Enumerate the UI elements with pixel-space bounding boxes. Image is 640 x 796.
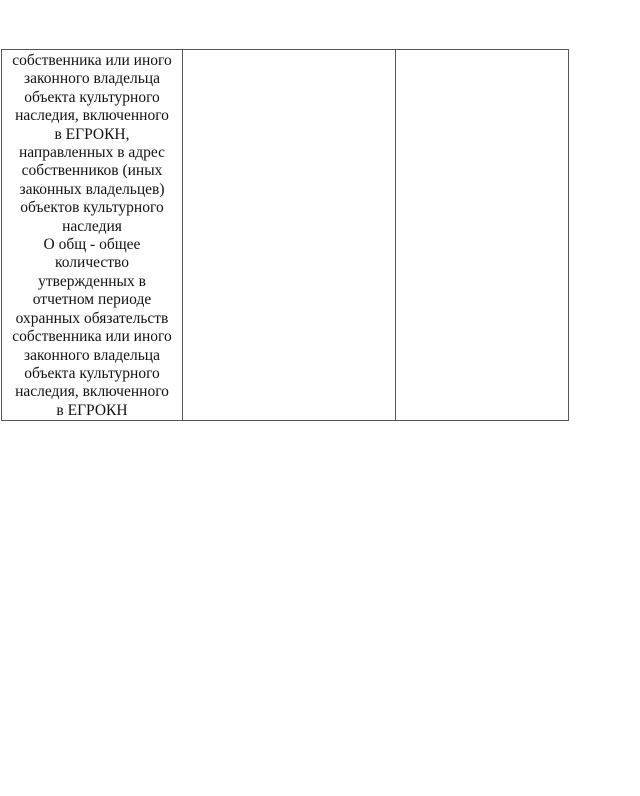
- text-line: собственника или иного: [12, 52, 172, 69]
- text-line: О общ - общее: [43, 236, 141, 254]
- table-cell-empty: [183, 50, 396, 421]
- text-line: направленных в адрес: [18, 144, 166, 162]
- table-cell-description: [2, 50, 183, 421]
- table-row: [2, 50, 569, 421]
- text-line: охранных обязательств: [15, 309, 169, 327]
- text-line: законного владельца: [24, 70, 160, 88]
- text-line: отчетном периоде: [32, 291, 152, 309]
- table-cell-empty: [396, 50, 569, 421]
- text-line: объекта культурного: [24, 88, 160, 106]
- text-line: наследия: [62, 217, 122, 235]
- text-line: объекта культурного: [24, 364, 160, 382]
- text-line: законного владельца: [24, 346, 160, 364]
- text-line: в ЕГРОКН,: [54, 125, 130, 143]
- text-line: законных владельцев): [19, 180, 165, 198]
- text-line: собственников (иных: [21, 162, 163, 180]
- text-line: собственника или иного: [12, 328, 172, 346]
- text-line: в ЕГРОКН: [56, 401, 128, 419]
- text-line: наследия, включенного: [15, 107, 169, 125]
- text-line: утвержденных в: [38, 272, 146, 290]
- text-line: наследия, включенного: [15, 383, 169, 401]
- cell-text: [2, 50, 182, 420]
- text-line: количество: [55, 254, 129, 272]
- indicator-table: [1, 49, 569, 421]
- text-line: объектов культурного: [20, 199, 164, 217]
